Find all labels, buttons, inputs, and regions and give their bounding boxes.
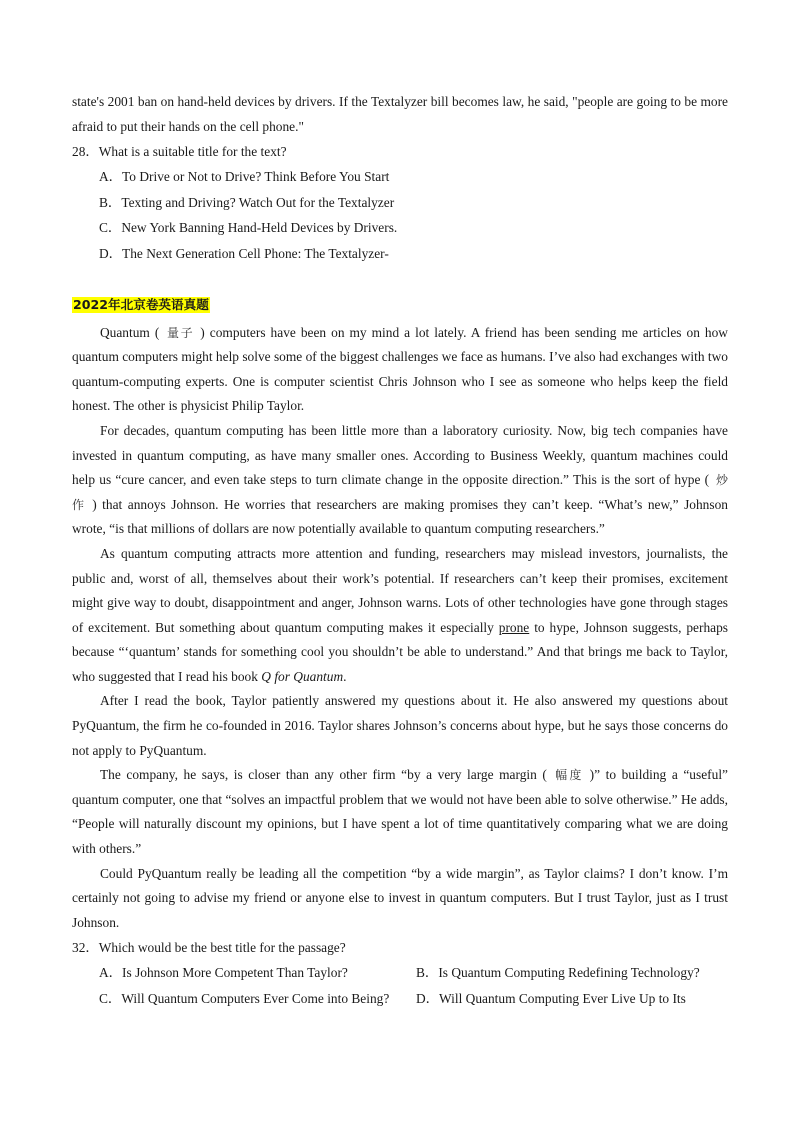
passage-paragraph-5: The company, he says, is closer than any other firm “by a very large margin ( 幅度 )” to building a “useful” quantum computer, one that “solves an impactful problem that we would not have been able to solve otherwise.” He adds, “People will naturally discount my opinions, but I have spent a lot of time quantitatively comparing what we are doing with others.” <box>72 767 728 857</box>
question-28-option-c: C．New York Banning Hand-Held Devices by Drivers. <box>99 220 398 236</box>
passage-paragraph-2: For decades, quantum computing has been little more than a laboratory curiosity. Now, big tech companies have invested in quantum computing, as have many smaller ones. According to Business Weekly, quantum machines could help us “cure cancer, and even take steps to turn climate change in the opposite direction.” This is the sort of hype ( 炒作 ) that annoys Johnson. He worries that researchers are making promises they can’t keep. “What’s new,” Johnson wrote, “is that millions of dollars are now potentially available to quantum computing researchers.” <box>72 422 728 537</box>
gloss-margin: 幅度 <box>552 768 584 783</box>
gloss-hype: 炒作 <box>72 473 728 512</box>
question-28-option-a: A．To Drive or Not to Drive? Think Before You Start <box>99 169 390 185</box>
underlined-word-prone: prone <box>498 619 530 635</box>
section-heading-wrap <box>72 297 728 317</box>
question-32-option-d: D．Will Quantum Computing Ever Live Up to Its <box>416 991 686 1006</box>
question-32-stem: 32．Which would be the best title for the passage? <box>72 940 346 956</box>
question-28-stem: 28．What is a suitable title for the text? <box>72 144 287 160</box>
question-32-option-c: C．Will Quantum Computers Ever Come into Being? <box>99 991 390 1006</box>
question-32-options-row-2 <box>72 986 728 1012</box>
question-32-options-row-1 <box>72 960 728 986</box>
gloss-quantum: 量子 <box>165 325 195 340</box>
book-title: Q for Quantum <box>261 668 344 684</box>
question-32-option-a: A．Is Johnson More Competent Than Taylor? <box>99 965 348 981</box>
previous-passage-tail: state's 2001 ban on hand-held devices by drivers. If the Textalyzer bill becomes law, he said, "people are going to be more afraid to put their hands on the cell phone." <box>72 94 728 134</box>
passage-paragraph-1: Quantum ( 量子 ) computers have been on my mind a lot lately. A friend has been sending me articles on how quantum computers might help solve some of the biggest challenges we face as humans. I’ve also had exchanges with two quantum-computing experts. One is computer scientist Chris Johnson who I see as someone who helps keep the field honest. The other is physicist Philip Taylor. <box>72 324 728 414</box>
question-32-option-b: B．Is Quantum Computing Redefining Technology? <box>416 965 700 981</box>
question-28-option-b: B．Texting and Driving? Watch Out for the Textalyzer <box>99 194 395 210</box>
passage-paragraph-3: As quantum computing attracts more attention and funding, researchers may mislead investors, journalists, the public and, worst of all, themselves about their work’s potential. If researchers can’t keep their promises, excitement might give way to doubt, disappointment and anger, Johnson warns. Lots of other technologies have gone through stages of excitement. But something about quantum computing makes it especially prone to hype, Johnson suggests, perhaps because “‘quantum’ stands for something cool you shouldn’t be able to understand.” And that brings me back to Taylor, who suggested that I read his book Q for Quantum. <box>72 545 728 684</box>
question-28-option-d: D．The Next Generation Cell Phone: The Textalyzer- <box>99 245 389 261</box>
document-page <box>72 90 728 1012</box>
passage-paragraph-4: After I read the book, Taylor patiently answered my questions about it. He also answered my questions about PyQuantum, the firm he co-founded in 2016. Taylor shares Johnson’s concerns about hype, but he says those concerns do not apply to PyQuantum. <box>72 693 728 758</box>
section-heading: 2022年北京卷英语真题 <box>73 296 209 312</box>
passage-paragraph-6: Could PyQuantum really be leading all the competition “by a wide margin”, as Taylor claims? I don’t know. I’m certainly not going to advise my friend or anyone else to invest in quantum computers. But I trust Taylor, just as I trust Johnson. <box>72 865 728 930</box>
